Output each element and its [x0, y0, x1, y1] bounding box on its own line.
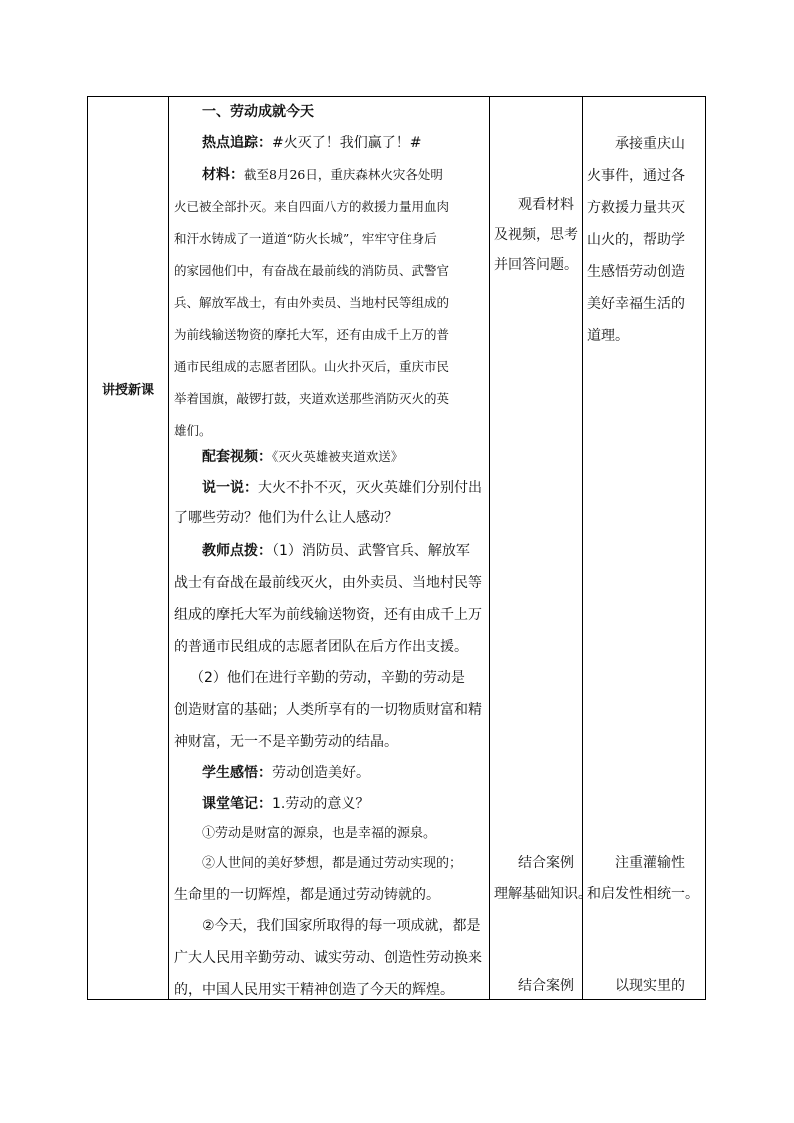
say-block: 说一说：大火不扑不灭，灭火英雄们分别付出 了哪些劳动？他们为什么让人感动？ [174, 480, 482, 526]
material-line: 为前线输送物资的摩托大军，还有由成千上万的普 [174, 327, 450, 342]
note-2: ②人世间的美好梦想，都是通过劳动实现的； 生命里的一切辉煌，都是通过劳动铸就的。 [174, 856, 463, 903]
note-1: ①劳动是财富的源泉，也是幸福的源泉。 [202, 826, 437, 841]
material-line: 的家园他们中，有奋战在最前线的消防员、武警官 [174, 263, 450, 278]
video-title: 《灭火英雄被夹道欢送》 [272, 449, 404, 464]
design-intent-3: 以现实里的 [615, 978, 685, 994]
video-line [202, 447, 403, 467]
section-title: 一、劳动成就今天 [202, 104, 314, 120]
material-line: 通市民组成的志愿者团队。山火扑灭后，重庆市民 [174, 359, 450, 374]
material-line: 兵、解放军战士，有由外卖员、当地村民等组成的 [174, 295, 450, 310]
feeling-line: 学生感悟：劳动创造美好。 [202, 765, 370, 781]
student-activity-1: 观看材料 及视频，思考 并回答问题。 [494, 197, 578, 273]
teacher-block: 教师点拨：（1）消防员、武警官兵、解放军 战士有奋战在最前线灭火，由外卖员、当地村民等 组成的摩托大军为前线输送物资，还有由成千上万 的普通市民组成的志愿者团队在后方作出支援。 [174, 543, 482, 655]
hotspot-line [202, 133, 421, 153]
teacher-label: 教师点拨： [202, 543, 272, 559]
material-label: 材料： [202, 167, 244, 183]
material-line: 举着国旗，敲锣打鼓，夹道欢送那些消防灭火的英 [174, 391, 450, 406]
hotspot-text: #火灭了！我们赢了！# [272, 135, 422, 151]
notes-line: 课堂笔记：1.劳动的意义？ [202, 796, 370, 812]
note-3: ②今天，我们国家所取得的每一项成就，都是 广大人民用辛勤劳动、诚实劳动、创造性劳动换来 的，中国人民用实干精神创造了今天的辉煌。 [174, 918, 482, 998]
point2-block: （2）他们在进行辛勤的劳动，辛勤的劳动是 创造财富的基础；人类所享有的一切物质财富和精 神财富，无一不是辛勤劳动的结晶。 [174, 670, 482, 750]
lesson-plan-table [87, 96, 706, 1000]
material-line: 和汗水铸成了一道道“防火长城”，牢牢守住身后 [174, 231, 437, 246]
hotspot-label: 热点追踪： [202, 135, 272, 151]
material-block [174, 165, 492, 453]
column-divider [582, 97, 583, 999]
video-label: 配套视频： [202, 449, 272, 465]
design-intent-2: 注重灌输性 和启发性相统一。 [587, 855, 699, 902]
row-label: 讲授新课 [101, 383, 154, 398]
column-divider [168, 97, 169, 999]
feeling-label: 学生感悟： [202, 765, 272, 781]
say-label: 说一说： [202, 480, 258, 496]
material-line: 火已被全部扑灭。来自四面八方的救援力量用血肉 [174, 199, 450, 214]
material-line: 材料：截至8月26日，重庆森林火灾各处明 [202, 167, 443, 183]
material-line: 雄们。 [174, 423, 212, 438]
student-activity-3: 结合案例 [518, 978, 574, 994]
notes-label: 课堂笔记： [202, 796, 272, 812]
student-activity-2: 结合案例 理解基础知识。 [494, 855, 592, 902]
design-intent-1: 承接重庆山 火事件，通过各 方救援力量共灭 山火的，帮助学 生感悟劳动创造 美好幸福生活的 道理。 [587, 136, 685, 344]
